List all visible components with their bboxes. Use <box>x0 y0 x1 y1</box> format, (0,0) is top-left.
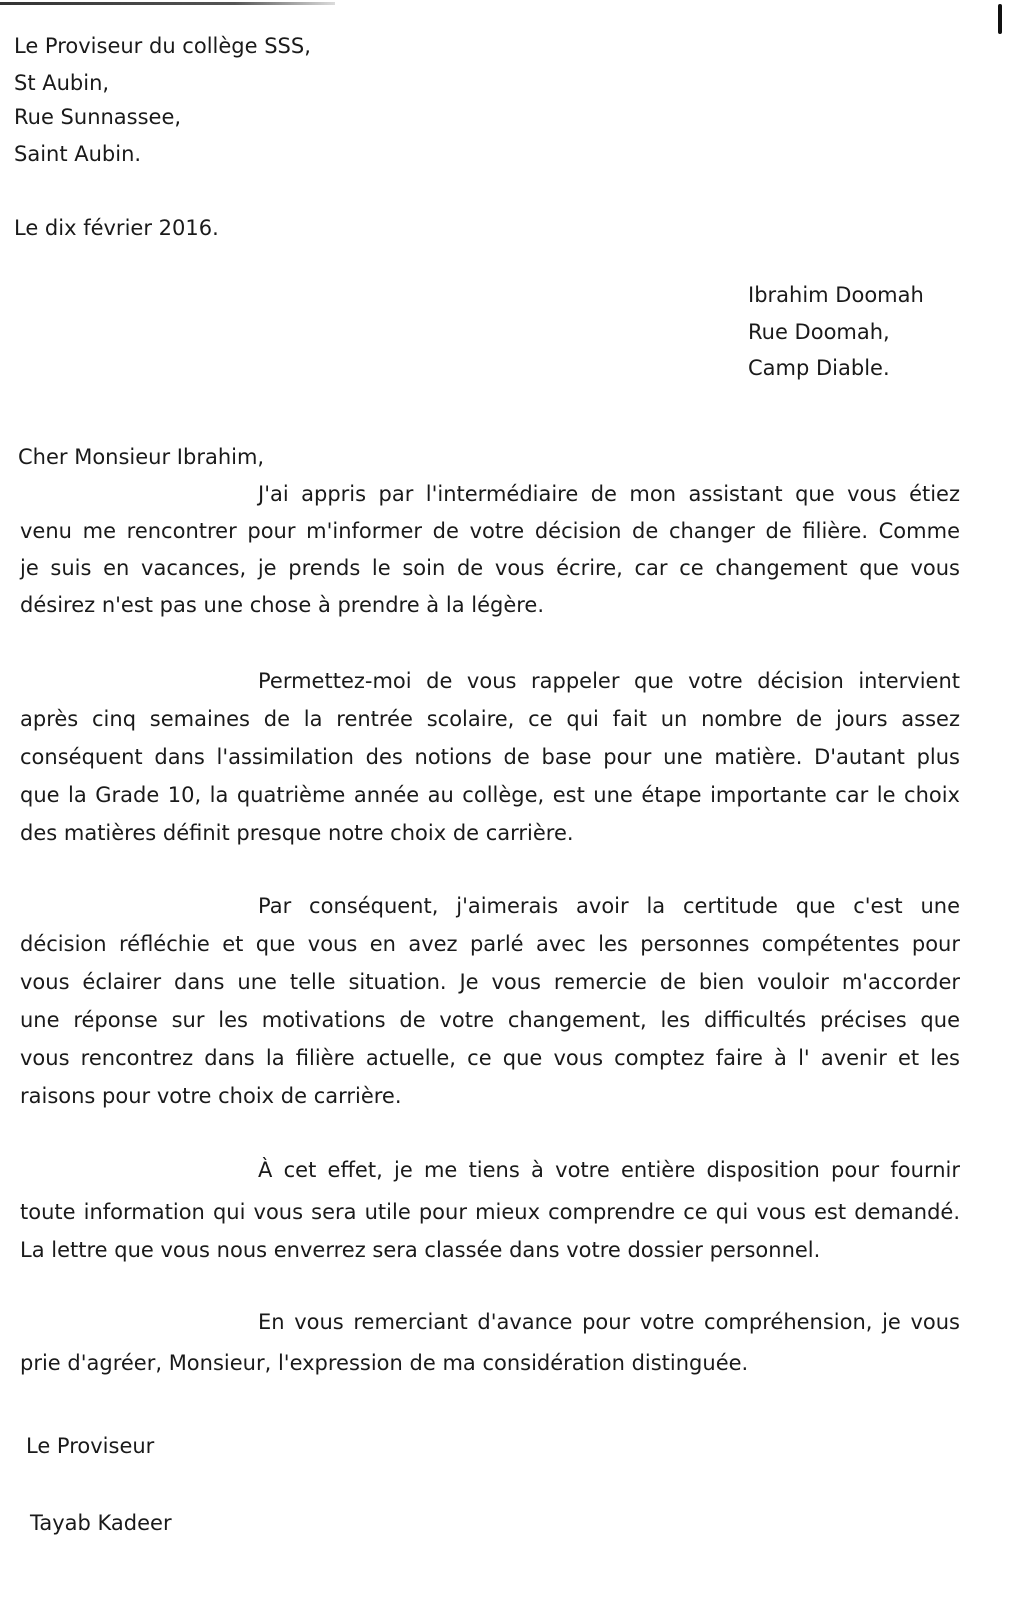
sender-address-line: Le Proviseur du collège SSS, <box>14 34 311 58</box>
paragraph-line: prie d'agréer, Monsieur, l'expression de ma considération distinguée. <box>20 1351 749 1375</box>
paragraph-line: La lettre que vous nous enverrez sera classée dans votre dossier personnel. <box>20 1238 821 1262</box>
paragraph-line: après cinq semaines de la rentrée scolaire, ce qui fait un nombre de jours assez <box>20 707 960 731</box>
paragraph-line: En vous remerciant d'avance pour votre compréhension, je vous <box>258 1310 960 1334</box>
closing-title: Le Proviseur <box>26 1434 155 1458</box>
salutation: Cher Monsieur Ibrahim, <box>18 445 265 469</box>
letter-date: Le dix février 2016. <box>14 216 219 240</box>
paragraph-line: toute information qui vous sera utile pour mieux comprendre ce qui vous est demandé. <box>20 1200 960 1224</box>
paragraph-line: vous rencontrez dans la filière actuelle, ce que vous comptez faire à l' avenir et les <box>20 1046 960 1070</box>
paragraph-line: une réponse sur les motivations de votre changement, les difficultés précises que <box>20 1008 960 1032</box>
paragraph-line: des matières définit presque notre choix de carrière. <box>20 821 574 845</box>
sender-address-line: Saint Aubin. <box>14 142 142 166</box>
paragraph-line: À cet effet, je me tiens à votre entière disposition pour fournir <box>258 1158 960 1182</box>
recipient-address-line: Camp Diable. <box>748 356 890 380</box>
paragraph-line: que la Grade 10, la quatrième année au collège, est une étape importante car le choix <box>20 783 960 807</box>
paragraph-line: raisons pour votre choix de carrière. <box>20 1084 402 1108</box>
right-edge-mark <box>998 4 1002 34</box>
signature-name: Tayab Kadeer <box>30 1511 172 1535</box>
paragraph-line: vous éclairer dans une telle situation. Je vous remercie de bien vouloir m'accorder <box>20 970 960 994</box>
paragraph-line: Permettez-moi de vous rappeler que votre décision intervient <box>258 669 960 693</box>
top-edge-rule <box>0 2 335 5</box>
paragraph-line: J'ai appris par l'intermédiaire de mon assistant que vous étiez <box>258 482 960 506</box>
paragraph-line: décision réfléchie et que vous en avez parlé avec les personnes compétentes pour <box>20 932 960 956</box>
sender-address-line: Rue Sunnassee, <box>14 105 182 129</box>
paragraph-line: désirez n'est pas une chose à prendre à la légère. <box>20 593 545 617</box>
paragraph-line: venu me rencontrer pour m'informer de votre décision de changer de filière. Comme <box>20 519 960 543</box>
recipient-address-line: Ibrahim Doomah <box>748 283 924 307</box>
paragraph-line: Par conséquent, j'aimerais avoir la certitude que c'est une <box>258 894 960 918</box>
paragraph-line: je suis en vacances, je prends le soin de vous écrire, car ce changement que vous <box>20 556 960 580</box>
paragraph-line: conséquent dans l'assimilation des notions de base pour une matière. D'autant plus <box>20 745 960 769</box>
recipient-address-line: Rue Doomah, <box>748 320 890 344</box>
sender-address-line: St Aubin, <box>14 71 110 95</box>
